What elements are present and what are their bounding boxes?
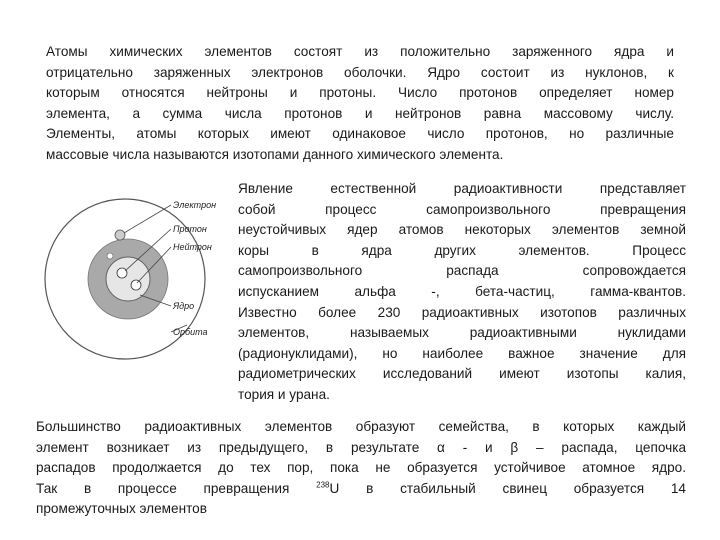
electron-label: Электрон — [173, 200, 217, 210]
text-line: отрицательно заряженных электронов оболочки. Ядро состоит из нуклонов, к — [46, 64, 674, 80]
electron-particle — [115, 230, 125, 240]
text-fragment: в стабильный свинец образуется 14 — [339, 480, 686, 496]
element-symbol: U — [329, 480, 340, 496]
text-line: которым относятся нейтроны и протоны. Число протонов определяет номер — [46, 85, 674, 101]
text-line: Большинство радиоактивных элементов образуют семейства, в которых каждый — [36, 419, 686, 434]
neutron-label: Нейтрон — [173, 242, 212, 252]
atom-structure-diagram — [40, 193, 235, 385]
text-line: элемента, а сумма числа протонов и нейтронов равна массовому числу. — [46, 105, 674, 121]
text-line: самопроизвольного распада сопровождается — [238, 263, 686, 279]
neutron-particle — [131, 280, 141, 290]
text-fragment: Так в процессе превращения — [36, 480, 317, 496]
text-line: Известно более 230 радиоактивных изотопов различных — [238, 304, 686, 320]
text-line: элементов, называемых радиоактивными нуклидами — [238, 325, 686, 341]
intro-paragraph — [46, 42, 674, 166]
text-line: распадов продолжается до тех пор, пока не образуется устойчивое атомное ядро. — [36, 460, 686, 476]
text-line: Атомы химических элементов состоят из положительно заряженного ядра и — [46, 44, 674, 59]
text-line: элемент возникает из предыдущего, в результате α - и β – распада, цепочка — [36, 439, 686, 455]
text-line: коры в ядра других элементов. Процесс — [238, 242, 686, 258]
nucleus-circle — [106, 257, 150, 301]
text-line: Элементы, атомы которых имеют одинаковое число протонов, но различные — [46, 126, 674, 142]
orbit-label: Орбита — [173, 327, 208, 337]
radioactivity-paragraph — [238, 179, 686, 406]
mass-number: 238 — [316, 480, 330, 490]
text-line: (радионуклидами), но наиболее важное значение для — [238, 345, 686, 361]
inner-particle — [107, 253, 113, 259]
uranium-line — [36, 479, 686, 500]
decay-families-paragraph — [36, 417, 686, 520]
text-line: испусканием альфа -, бета-частиц, гамма-квантов. — [238, 283, 686, 299]
nucleus-label: Ядро — [173, 301, 195, 311]
text-line: Явление естественной радиоактивности представляет — [238, 181, 686, 196]
electron-pointer — [124, 205, 171, 233]
text-line: неустойчивых ядер атомов некоторых элементов земной — [238, 222, 686, 238]
text-line: тория и урана. — [238, 386, 330, 402]
proton-label: Протон — [173, 224, 207, 234]
text-line: массовые числа называются изотопами данного химического элемента. — [46, 146, 504, 162]
proton-particle — [117, 268, 127, 278]
text-line: собой процесс самопроизвольного превращения — [238, 201, 686, 217]
text-line: промежуточных элементов — [36, 501, 207, 517]
text-line: радиометрических исследований имеют изотопы калия, — [238, 366, 686, 382]
